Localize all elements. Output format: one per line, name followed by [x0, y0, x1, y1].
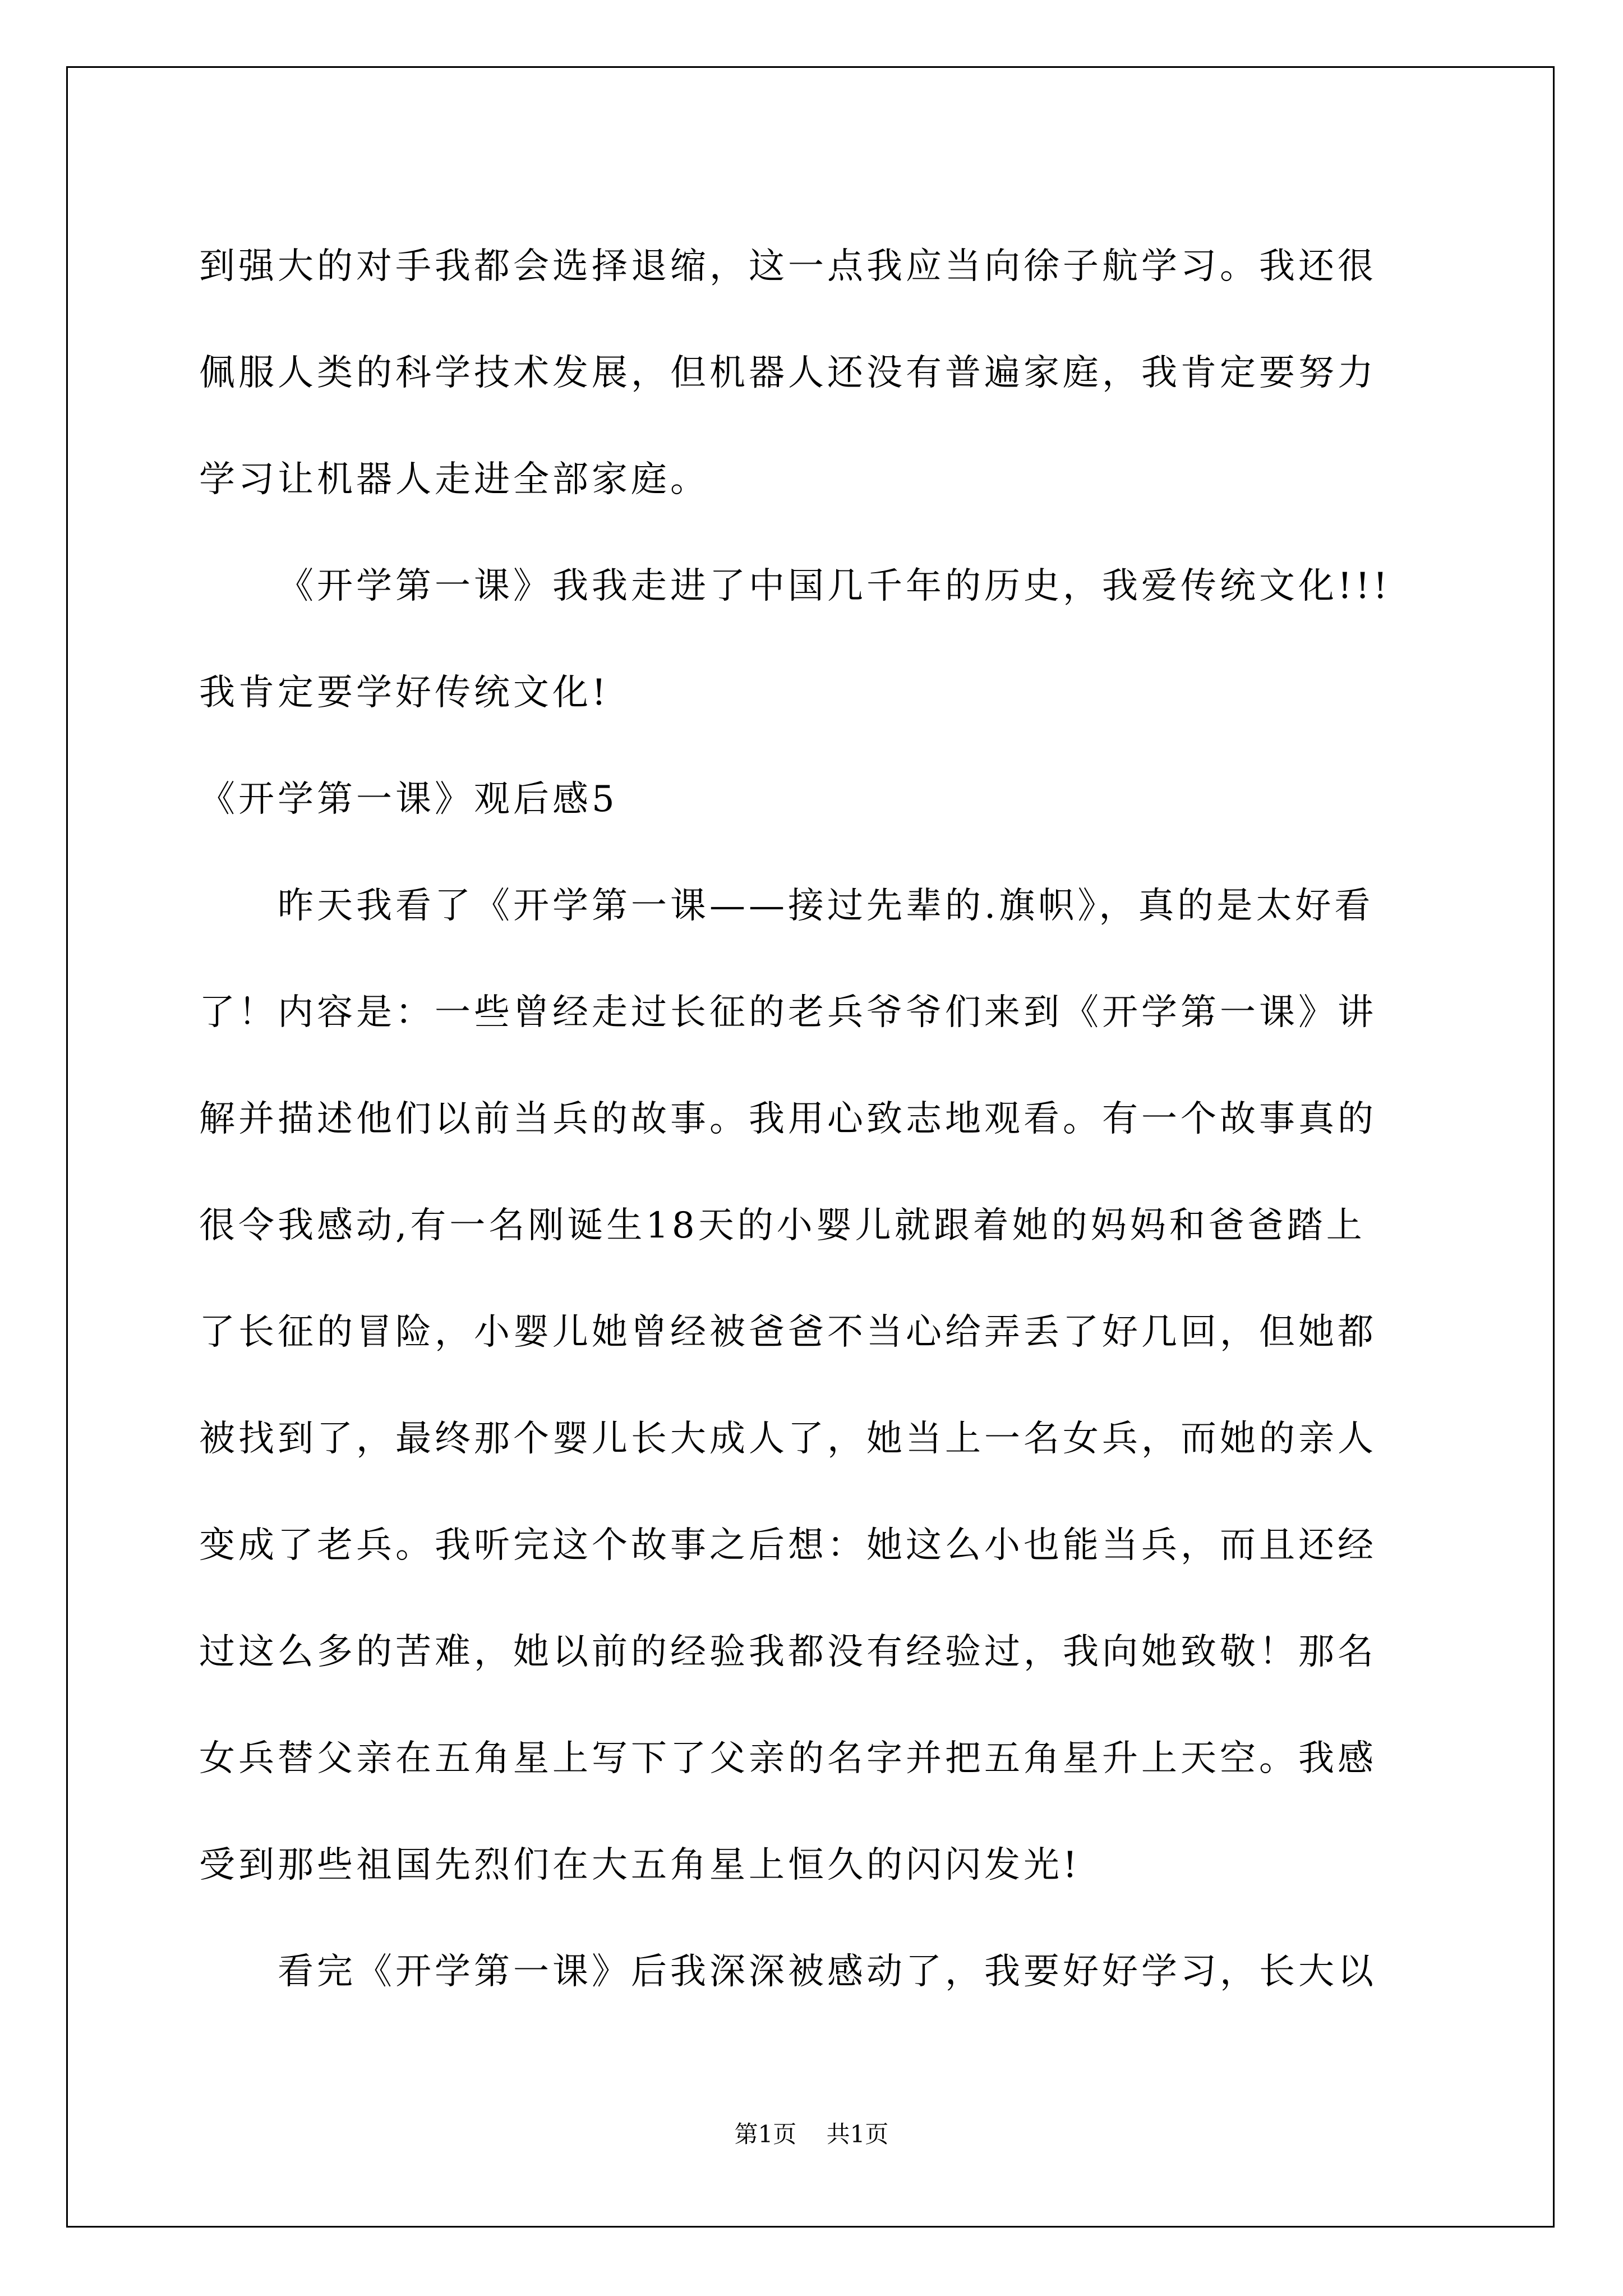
text-line: 解并描述他们以前当兵的故事。我用心致志地观看。有一个故事真的: [199, 1098, 1377, 1140]
text-line: 很令我感动,有一名刚诞生18天的小婴儿就跟着她的妈妈和爸爸踏上: [199, 1205, 1366, 1246]
text-line: 到强大的对手我都会选择退缩，这一点我应当向徐子航学习。我还很: [199, 246, 1377, 287]
text-line: 被找到了，最终那个婴儿长大成人了，她当上一名女兵，而她的亲人: [199, 1418, 1377, 1460]
text-line: 女兵替父亲在五角星上写下了父亲的名字并把五角星升上天空。我感: [199, 1738, 1377, 1779]
text-line: 学习让机器人走进全部家庭。: [199, 459, 709, 500]
text-line: 过这么多的苦难，她以前的经验我都没有经验过，我向她致敬！那名: [199, 1631, 1377, 1673]
text-line: 昨天我看了《开学第一课——接过先辈的.旗帜》，真的是太好看: [278, 885, 1374, 927]
text-line: 佩服人类的科学技术发展，但机器人还没有普遍家庭，我肯定要努力: [199, 352, 1377, 394]
section-heading: 《开学第一课》观后感5: [199, 779, 618, 820]
text-line: 看完《开学第一课》后我深深被感动了，我要好好学习，长大以: [278, 1951, 1377, 1993]
text-line: 了长征的冒险，小婴儿她曾经被爸爸不当心给弄丢了好几回，但她都: [199, 1312, 1377, 1353]
text-line: 了！内容是：一些曾经走过长征的老兵爷爷们来到《开学第一课》讲: [199, 992, 1377, 1033]
text-line: 我肯定要学好传统文化!: [199, 672, 610, 714]
page-number: 第1页: [734, 2120, 797, 2148]
text-line: 《开学第一课》我我走进了中国几千年的历史，我爱传统文化!!!: [278, 565, 1391, 607]
text-line: 变成了老兵。我听完这个故事之后想：她这么小也能当兵，而且还经: [199, 1525, 1377, 1566]
document-body: [199, 213, 1433, 2025]
page-total: 共1页: [826, 2120, 889, 2148]
page-footer: [0, 2118, 1623, 2151]
text-line: 受到那些祖国先烈们在大五角星上恒久的闪闪发光!: [199, 1844, 1081, 1886]
